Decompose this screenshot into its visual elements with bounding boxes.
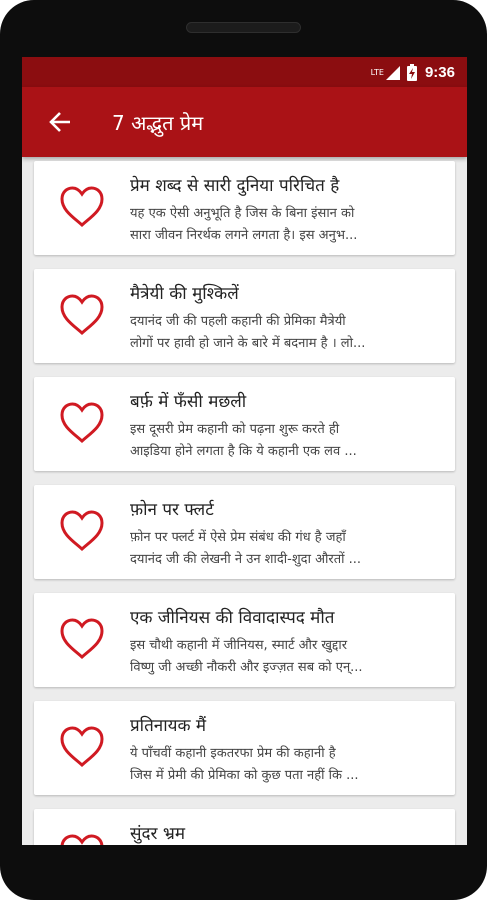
heart-outline-icon [59, 294, 105, 336]
list-item[interactable] [34, 485, 455, 579]
story-description-line: इस चौथी कहानी में जीनियस, स्मार्ट और खुद्दार [130, 638, 348, 653]
story-description-line: ये पाँचवीं कहानी इकतरफा प्रेम की कहानी है [130, 746, 336, 761]
network-label: LTE [370, 67, 384, 77]
story-description [130, 743, 446, 787]
battery-charging-icon [407, 64, 417, 81]
status-bar [22, 57, 467, 87]
list-item[interactable] [34, 377, 455, 471]
story-description-line: यह एक ऐसी अनुभूति है जिस के बिना इंसान को [130, 206, 355, 221]
app-screen [22, 57, 467, 845]
clock-time: 9:36 [424, 63, 455, 81]
heart-outline-icon [59, 186, 105, 228]
story-description-line: विष्णु जी अच्छी नौकरी और इज्ज़त सब को एन्... [130, 660, 363, 675]
story-list [22, 157, 467, 845]
story-description [130, 203, 446, 247]
story-description [130, 635, 446, 679]
story-title: सुंदर भ्रम [130, 824, 185, 844]
story-title: एक जीनियस की विवादास्पद मौत [130, 608, 335, 628]
page-title: 7 अद्भुत प्रेम [112, 110, 204, 135]
heart-outline-icon [59, 402, 105, 444]
list-item[interactable] [34, 701, 455, 795]
story-description-line: जिस में प्रेमी की प्रेमिका को कुछ पता नहीं कि ... [130, 768, 359, 783]
app-bar [22, 87, 467, 157]
heart-outline-icon [59, 510, 105, 552]
list-item[interactable] [34, 809, 455, 845]
heart-outline-icon [59, 726, 105, 768]
signal-icon [371, 65, 401, 80]
story-description-line: लोगों पर हावी हो जाने के बारे में बदनाम है । लो... [130, 336, 366, 351]
list-item[interactable] [34, 593, 455, 687]
heart-outline-icon [59, 834, 105, 845]
story-description [130, 419, 446, 463]
story-title: प्रतिनायक मैं [130, 716, 207, 736]
phone-speaker [186, 22, 301, 33]
story-description-line: आइडिया होने लगता है कि ये कहानी एक लव ... [130, 444, 357, 459]
heart-outline-icon [59, 618, 105, 660]
story-title: प्रेम शब्द से सारी दुनिया परिचित है [130, 176, 340, 196]
story-description-line: दयानंद जी की लेखनी ने उन शादी-शुदा औरतों ... [130, 552, 362, 567]
story-description [130, 527, 446, 571]
story-description-line: दयानंद जी की पहली कहानी की प्रेमिका मैत्रेयी [130, 314, 346, 329]
back-button[interactable] [30, 87, 90, 157]
story-title: मैत्रेयी की मुश्किलें [130, 284, 239, 304]
list-item[interactable] [34, 161, 455, 255]
story-description-line: सारा जीवन निरर्थक लगने लगता है। इस अनुभ... [130, 228, 358, 243]
story-title: बर्फ़ में फँसी मछली [130, 392, 247, 412]
story-description-line: फ़ोन पर फ्लर्ट में ऐसे प्रेम संबंध की गंध है जहाँ [130, 530, 346, 545]
arrow-left-icon [49, 112, 71, 132]
story-title: फ़ोन पर फ्लर्ट [130, 500, 214, 520]
story-description [130, 311, 446, 355]
list-item[interactable] [34, 269, 455, 363]
story-description-line: इस दूसरी प्रेम कहानी को पढ़ना शुरू करते ही [130, 422, 340, 437]
